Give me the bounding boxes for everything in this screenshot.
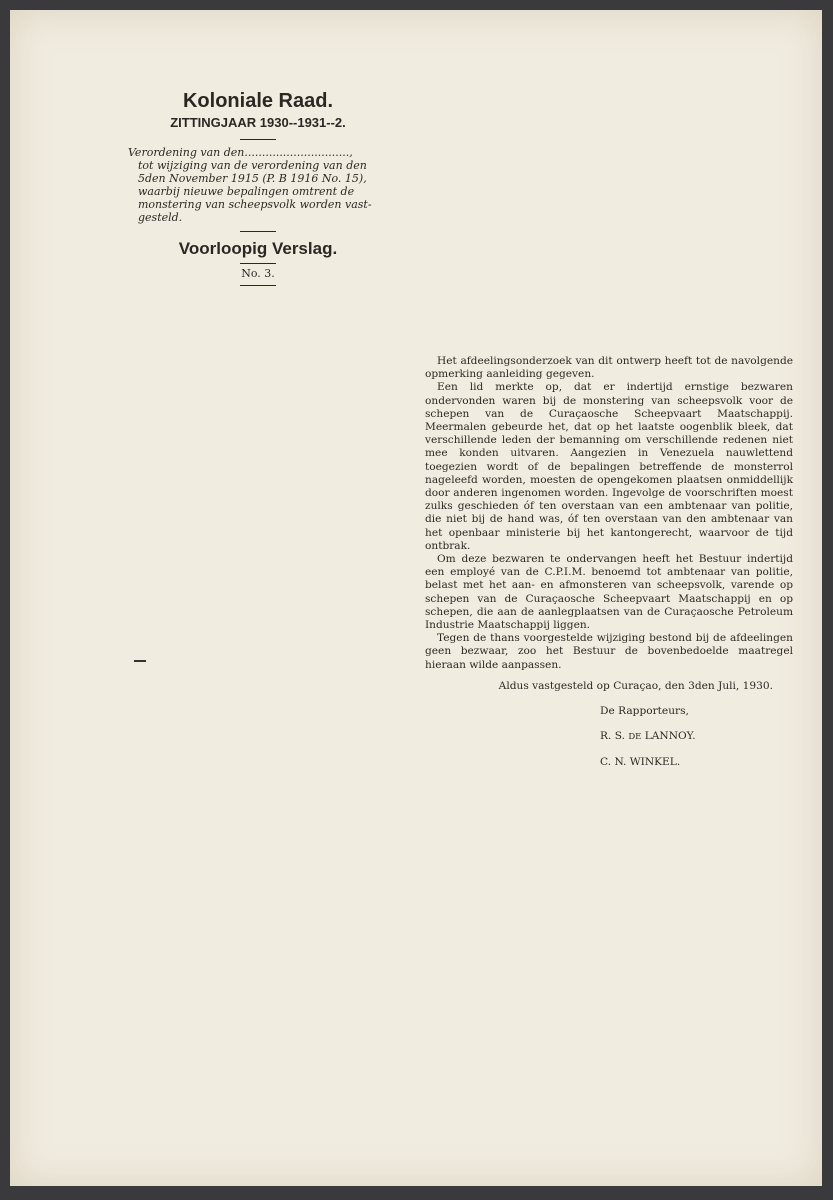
signatory-1-particle: DE bbox=[628, 732, 642, 743]
subject-description bbox=[128, 146, 394, 224]
subject-line: gesteld. bbox=[138, 211, 183, 224]
session-year: ZITTINGJAAR 1930--1931--2. bbox=[170, 115, 346, 130]
divider bbox=[240, 139, 276, 140]
signatory-2: C. N. WINKEL. bbox=[600, 756, 681, 769]
report-body bbox=[425, 355, 793, 770]
council-title: Koloniale Raad. bbox=[182, 90, 334, 112]
signatory-1 bbox=[425, 730, 793, 744]
subject-line: waarbij nieuwe bepalingen omtrent de bbox=[138, 185, 355, 198]
body-paragraph: Een lid merkte op, dat er indertijd ernstige bezwaren ondervonden waren bij de monstering van scheepsvolk voor de schepen van de Curaçaosche Scheepvaart Maatschappij. Meermalen gebeurde het, dat op het laatste oogenblik bleek, dat verschillende leden der bemanning om verschillende redenen niet mee konden uitvaren. Aangezien in Venezuela nauwlettend toegezien wordt of de bepalingen betreffende de monsterrol nageleefd worden, moesten de opengekomen plaatsen onmiddellijk door anderen ingenomen worden. Ingevolge de voorschriften moest zulks geschieden óf ten overstaan van een ambtenaar van politie, die niet bij de hand was, óf ten overstaan van den ambtenaar van het openbaar ministerie bij het kantongerecht, waarvoor de tijd ontbrak. bbox=[425, 381, 793, 552]
subject-line: monstering van scheepsvolk worden vast- bbox=[138, 198, 372, 211]
signatory-1-initials: R. S. bbox=[600, 730, 625, 743]
body-paragraph: Tegen de thans voorgestelde wijziging bestond bij de afdeelingen geen bezwaar, zoo het Bestuur de bovenbedoelde maatregel hieraan wilde aanpassen. bbox=[425, 632, 793, 671]
subject-line: tot wijziging van de verordening van den bbox=[138, 159, 367, 172]
report-title: Voorloopig Verslag. bbox=[178, 239, 338, 258]
subject-line: Verordening van den.............................., bbox=[128, 146, 353, 159]
body-paragraph: Het afdeelingsonderzoek van dit ontwerp heeft tot de navolgende opmerking aanleiding gegeven. bbox=[425, 355, 793, 381]
body-paragraph: Om deze bezwaren te ondervangen heeft het Bestuur indertijd een employé van de C.P.I.M. benoemd tot ambtenaar van politie, belast met het aan- en afmonsteren van scheepsvolk, varende op schepen van de Curaçaosche Scheepvaart Maatschappij en op schepen, die aan de aanlegplaatsen van de Curaçaosche Petroleum Industrie Maatschappij liggen. bbox=[425, 553, 793, 632]
report-number: No. 3. bbox=[241, 267, 275, 280]
subject-line: 5den November 1915 (P. B 1916 No. 15), bbox=[138, 172, 367, 185]
closing-line: Aldus vastgesteld op Curaçao, den 3den Juli, 1930. bbox=[498, 679, 773, 692]
document-page bbox=[10, 10, 822, 1186]
rapporteurs-label: De Rapporteurs, bbox=[600, 705, 689, 718]
document-header bbox=[122, 88, 394, 286]
signatory-1-surname: LANNOY. bbox=[644, 730, 696, 743]
margin-mark bbox=[134, 660, 146, 662]
divider bbox=[240, 285, 276, 286]
divider bbox=[240, 263, 276, 264]
divider bbox=[240, 231, 276, 232]
